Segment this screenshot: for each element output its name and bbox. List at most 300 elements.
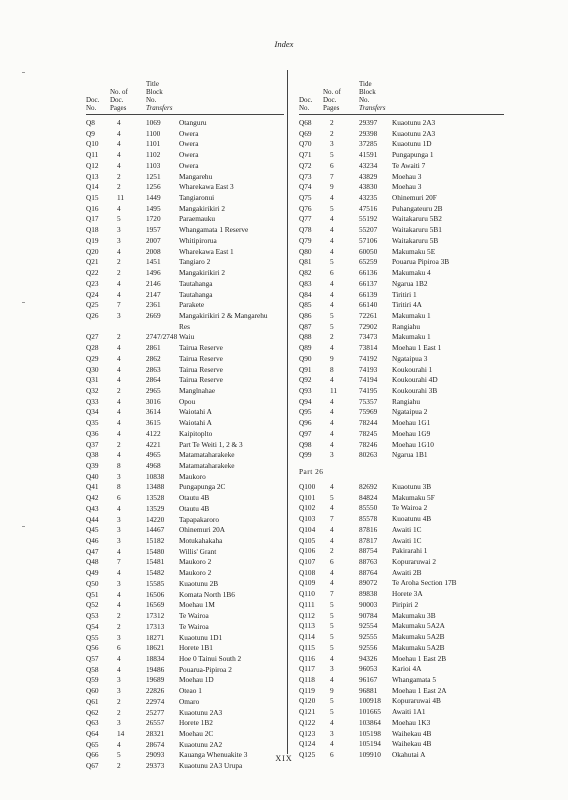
doc-number: Q60 [86, 686, 99, 696]
table-row [86, 482, 284, 493]
table-row [86, 718, 284, 729]
block-number: 1256 [146, 182, 161, 192]
block-name: Part Te Weiti 1, 2 & 3 [179, 439, 243, 449]
doc-number: Q92 [299, 375, 312, 385]
block-name: Pungapunga 1 [392, 150, 434, 160]
doc-number: Q124 [299, 739, 316, 749]
block-number: 2669 [146, 310, 161, 320]
table-row [299, 418, 504, 429]
table-row [86, 161, 284, 172]
block-name: Ohinemuri 20A [179, 525, 226, 535]
doc-number: Q78 [299, 225, 312, 235]
margin-mark [22, 72, 25, 73]
page-count: 4 [330, 375, 334, 385]
doc-number: Q17 [86, 214, 99, 224]
page-count: 4 [330, 396, 334, 406]
table-row [86, 643, 284, 654]
page-count: 4 [117, 546, 121, 556]
block-name: Kopuraruwai 2 [392, 557, 436, 567]
page-count: 2 [117, 439, 121, 449]
page-count: 4 [117, 589, 121, 599]
doc-number: Q51 [86, 589, 99, 599]
page-count: 4 [330, 246, 334, 256]
block-number: 96053 [359, 664, 378, 674]
block-number: 72902 [359, 321, 378, 331]
doc-number: Q24 [86, 289, 99, 299]
page-count: 2 [117, 707, 121, 717]
page-header: Index [274, 39, 294, 49]
page-count: 2 [117, 171, 121, 181]
block-number: 94326 [359, 653, 378, 663]
block-name: Waiotahi A [179, 407, 212, 417]
doc-number: Q29 [86, 353, 99, 363]
table-row [86, 332, 284, 343]
page-count: 3 [117, 235, 121, 245]
table-row [86, 622, 284, 633]
doc-number: Q90 [299, 353, 312, 363]
block-number: 65259 [359, 257, 378, 267]
page-count: 4 [330, 739, 334, 749]
block-name: Motukahakaha [179, 536, 223, 546]
doc-number: Q107 [299, 557, 316, 567]
page-count: 4 [330, 225, 334, 235]
table-row [86, 397, 284, 408]
page-count: 4 [330, 235, 334, 245]
page-count: 5 [330, 696, 334, 706]
block-name: Makumaku 3B [392, 610, 436, 620]
block-number: 74193 [359, 364, 378, 374]
table-row [299, 300, 504, 311]
block-number: 15182 [146, 536, 165, 546]
block-number: 4221 [146, 439, 161, 449]
page-count: 4 [330, 214, 334, 224]
table-row [299, 193, 504, 204]
doc-number: Q46 [86, 536, 99, 546]
margin-mark [22, 302, 25, 303]
block-name: Makumaku 5A2B [392, 632, 445, 642]
page-count: 4 [117, 428, 121, 438]
table-row [299, 375, 504, 386]
block-name: Mangakirikiri 2 [179, 203, 226, 213]
page-count: 2 [117, 268, 121, 278]
table-row [86, 118, 284, 129]
table-row [86, 279, 284, 290]
block-name: Ngataipua 2 [392, 407, 428, 417]
block-number: 13488 [146, 482, 165, 492]
block-name: Makumaku 5A2A [392, 621, 445, 631]
block-number: 66137 [359, 278, 378, 288]
block-name: Kuaotunu 1D1 [179, 632, 223, 642]
block-number: 66139 [359, 289, 378, 299]
block-number: 19689 [146, 675, 165, 685]
doc-number: Q74 [299, 182, 312, 192]
page-count: 14 [117, 728, 125, 738]
doc-number: Q84 [299, 289, 312, 299]
left-index-column [86, 74, 284, 772]
table-row [86, 257, 284, 268]
table-row [86, 440, 284, 451]
doc-number: Q100 [299, 482, 316, 491]
block-number: 25277 [146, 707, 165, 717]
page-count: 4 [330, 289, 334, 299]
block-name: Te Wairoa 2 [392, 503, 428, 513]
table-row [86, 611, 284, 622]
doc-number: Q62 [86, 707, 99, 717]
header-tide-block-label: Tide Block No. [359, 80, 376, 104]
doc-number: Q72 [299, 160, 312, 170]
table-row [299, 643, 504, 654]
doc-number: Q114 [299, 632, 315, 642]
block-name: Horete 3A [392, 589, 423, 599]
block-name: Waihekau 4B [392, 739, 432, 749]
block-name: Owera [179, 128, 199, 138]
block-number: 14467 [146, 525, 165, 535]
table-row [86, 740, 284, 751]
doc-number: Q47 [86, 546, 99, 556]
doc-number: Q15 [86, 193, 99, 203]
page-count: 4 [117, 568, 121, 578]
table-row [299, 600, 504, 611]
column-header [86, 74, 284, 112]
page-count: 8 [117, 482, 121, 492]
table-row [86, 525, 284, 536]
block-number: 16506 [146, 589, 165, 599]
page-count: 3 [117, 686, 121, 696]
page-count: 4 [117, 375, 121, 385]
doc-number: Q54 [86, 621, 99, 631]
block-number: 16569 [146, 600, 165, 610]
table-row [86, 729, 284, 740]
doc-number: Q75 [299, 193, 312, 203]
block-number: 2864 [146, 375, 161, 385]
page-count: 4 [117, 503, 121, 513]
block-number: 10838 [146, 471, 165, 481]
doc-number: Q93 [299, 385, 312, 395]
table-row [86, 568, 284, 579]
doc-number: Q39 [86, 461, 99, 470]
block-number: 78246 [359, 439, 378, 449]
table-row [299, 493, 504, 504]
block-name: Tairua Reserve [179, 375, 223, 385]
doc-number: Q81 [299, 257, 312, 267]
page-count: 4 [117, 600, 121, 610]
doc-number: Q18 [86, 225, 99, 235]
page-count: 3 [117, 471, 121, 481]
doc-number: Q43 [86, 503, 99, 513]
page-count: 5 [330, 203, 334, 213]
page-count: 2 [330, 332, 334, 342]
right-index-column [299, 74, 504, 761]
table-row [299, 718, 504, 729]
page-count: 4 [117, 246, 121, 256]
table-row [86, 365, 284, 376]
page-count: 8 [330, 364, 334, 374]
doc-number: Q122 [299, 717, 316, 727]
table-row [299, 664, 504, 675]
block-name: Ngarua 1B2 [392, 278, 428, 288]
page-count: 5 [117, 750, 121, 760]
block-name: Moehau 3 [392, 182, 422, 192]
block-number: 90784 [359, 610, 378, 620]
table-row [86, 375, 284, 386]
block-name: Moehau 3 [392, 171, 422, 181]
header-transfers: Transfers [146, 104, 173, 112]
block-number: 43235 [359, 193, 378, 203]
header-title-block-label: Title Block No. [146, 80, 163, 104]
block-number: 89838 [359, 589, 378, 599]
page-count: 5 [330, 321, 334, 331]
page-count: 3 [117, 675, 121, 685]
block-number: 2862 [146, 353, 161, 363]
table-row [299, 161, 504, 172]
table-row [86, 343, 284, 354]
table-row [299, 172, 504, 183]
block-name: Wharekawa East 1 [179, 246, 234, 256]
page-count: 2 [330, 546, 334, 556]
table-row [86, 204, 284, 215]
table-row [299, 429, 504, 440]
block-name: Pakirarahi 1 [392, 546, 428, 556]
block-name: Whitipirorua [179, 235, 217, 245]
page-count: 4 [330, 567, 334, 577]
block-name: Waiotahi A [179, 418, 212, 428]
table-row [299, 621, 504, 632]
block-name: Koukourahi 3B [392, 385, 438, 395]
doc-number: Q12 [86, 160, 99, 170]
table-row [299, 257, 504, 268]
table-row [299, 214, 504, 225]
block-name: Kuaotunu 2A3 [392, 128, 436, 138]
doc-number: Q111 [299, 599, 315, 609]
doc-number: Q35 [86, 418, 99, 428]
left-rows [86, 118, 284, 772]
block-name: Rangiahu [392, 396, 420, 406]
block-name: Awaiti 1A1 [392, 707, 426, 717]
page-count: 3 [117, 225, 121, 235]
block-number: 43829 [359, 171, 378, 181]
doc-number: Q69 [299, 128, 312, 138]
block-name: Waihekau 4B [392, 728, 432, 738]
block-number: 87816 [359, 524, 378, 534]
doc-number: Q71 [299, 150, 312, 160]
page-count: 3 [330, 728, 334, 738]
block-name: Pouarua Pipiroa 3B [392, 257, 450, 267]
header-transfers: Transfers [359, 104, 386, 112]
page-count: 4 [117, 128, 121, 138]
doc-number: Q27 [86, 332, 99, 342]
page-count: 7 [330, 171, 334, 181]
table-row [299, 632, 504, 643]
block-name: Ngataipua 3 [392, 353, 428, 363]
block-number: 22974 [146, 696, 165, 706]
table-row [299, 129, 504, 140]
doc-number: Q77 [299, 214, 312, 224]
block-name: Te Awaiti 7 [392, 160, 426, 170]
page-count: 9 [330, 182, 334, 192]
block-name: Moehau 1K3 [392, 717, 431, 727]
block-number: 1101 [146, 139, 161, 149]
page-count: 4 [330, 439, 334, 449]
page-count: 5 [330, 150, 334, 160]
page-count: 5 [330, 707, 334, 717]
doc-number: Q104 [299, 524, 316, 534]
block-number: 3615 [146, 418, 161, 428]
doc-number: Q117 [299, 664, 315, 674]
doc-number: Q91 [299, 364, 312, 374]
table-row [299, 386, 504, 397]
block-name: Moehau 2C [179, 728, 214, 738]
block-name: Komata North 1B6 [179, 589, 235, 599]
block-number: 18834 [146, 653, 165, 663]
part-heading: Part 26 [299, 467, 324, 476]
block-name: Willis' Grant [179, 546, 217, 556]
page-count: 7 [117, 557, 121, 567]
block-name: Moehau 1G9 [392, 428, 431, 438]
block-name: Piripiri 2 [392, 599, 419, 609]
table-row [299, 557, 504, 568]
table-row [299, 279, 504, 290]
block-number: 73814 [359, 343, 378, 353]
block-number: 1449 [146, 193, 161, 203]
block-name: Rangiahu [392, 321, 420, 331]
block-number: 1100 [146, 128, 161, 138]
doc-number: Q125 [299, 749, 316, 759]
page-count: 5 [330, 642, 334, 652]
page-count: 5 [117, 214, 121, 224]
table-row [299, 204, 504, 215]
block-name: Maukoro 2 [179, 557, 212, 567]
page-count: 3 [330, 450, 334, 460]
doc-number: Q19 [86, 235, 99, 245]
page-count: 4 [117, 118, 121, 127]
table-row [86, 247, 284, 258]
block-name: Opou [179, 396, 196, 406]
doc-number: Q10 [86, 139, 99, 149]
table-row [86, 268, 284, 279]
table-row [299, 268, 504, 279]
table-row [86, 214, 284, 225]
page-count: 3 [330, 664, 334, 674]
table-row [86, 418, 284, 429]
block-name: Otautu 4B [179, 503, 210, 513]
block-number: 2361 [146, 300, 161, 310]
block-name: Moehau 1 East 2B [392, 653, 447, 663]
block-number: 1102 [146, 150, 161, 160]
block-number: 43234 [359, 160, 378, 170]
block-number: 90003 [359, 599, 378, 609]
block-name: Karioi 4A [392, 664, 422, 674]
doc-number: Q116 [299, 653, 315, 663]
block-name: Makumaku 1 [392, 332, 431, 342]
table-row [299, 482, 504, 493]
block-number: 13528 [146, 493, 165, 503]
table-row [86, 193, 284, 204]
block-name: Koukourahi 4D [392, 375, 438, 385]
doc-number: Q42 [86, 493, 99, 503]
doc-number: Q110 [299, 589, 315, 599]
doc-number: Q21 [86, 257, 99, 267]
doc-number: Q106 [299, 546, 316, 556]
block-name: Kuaotunu 2A3 [179, 707, 223, 717]
doc-number: Q44 [86, 514, 99, 524]
table-row [299, 150, 504, 161]
block-number: 22826 [146, 686, 165, 696]
block-name: Makumaku 4 [392, 268, 431, 278]
block-name: Tautahanga [179, 278, 213, 288]
column-header [299, 74, 504, 112]
doc-number: Q109 [299, 578, 316, 588]
doc-number: Q36 [86, 428, 99, 438]
page-count: 4 [330, 407, 334, 417]
block-number: 60050 [359, 246, 378, 256]
page-count: 4 [330, 578, 334, 588]
block-number: 103864 [359, 717, 381, 727]
block-name: Kuaotunu 2A3 [392, 118, 436, 127]
block-number: 2747/2748 [146, 332, 178, 342]
block-number: 101665 [359, 707, 381, 717]
column-divider [287, 70, 288, 754]
table-row [299, 225, 504, 236]
doc-number: Q33 [86, 396, 99, 406]
table-row [299, 707, 504, 718]
block-number: 72261 [359, 310, 378, 320]
table-row [86, 290, 284, 301]
block-name: Moehau 1 East 2A [392, 685, 447, 695]
block-number: 3016 [146, 396, 161, 406]
table-row [299, 354, 504, 365]
block-number: 74194 [359, 375, 378, 385]
page-count: 4 [330, 300, 334, 310]
block-number: 18621 [146, 643, 165, 653]
block-name: Wharekawa East 3 [179, 182, 234, 192]
doc-number: Q120 [299, 696, 316, 706]
block-name: Hoe 0 Tainui South 2 [179, 653, 242, 663]
table-row [86, 665, 284, 676]
table-row [299, 365, 504, 376]
block-number: 74192 [359, 353, 378, 363]
block-number: 41591 [359, 150, 378, 160]
block-number: 29398 [359, 128, 378, 138]
header-doc-pages: No. of Doc. Pages [110, 88, 128, 112]
page-count: 4 [117, 150, 121, 160]
page-count: 4 [330, 524, 334, 534]
page-count: 4 [330, 535, 334, 545]
block-name: Whangamata 5 [392, 674, 436, 684]
table-row [299, 654, 504, 665]
block-name: Kuaotunu 2B [179, 578, 219, 588]
doc-number: Q98 [299, 439, 312, 449]
block-name: Horete 1B1 [179, 643, 213, 653]
block-number: 29397 [359, 118, 378, 127]
block-name: Pouarua-Pipiroa 2 [179, 664, 232, 674]
table-row [86, 654, 284, 665]
page-count: 4 [117, 418, 121, 428]
table-row [86, 536, 284, 547]
page-count: 5 [330, 610, 334, 620]
table-row [299, 247, 504, 258]
doc-number: Q89 [299, 343, 312, 353]
doc-number: Q37 [86, 439, 99, 449]
doc-number: Q50 [86, 578, 99, 588]
doc-number: Q31 [86, 375, 99, 385]
block-name: Waitakaruru 5B2 [392, 214, 442, 224]
block-number: 47516 [359, 203, 378, 213]
doc-number: Q83 [299, 278, 312, 288]
block-number: 17312 [146, 611, 165, 621]
block-number: 82692 [359, 482, 378, 491]
block-name: Makumaku 5F [392, 492, 435, 502]
table-row [86, 139, 284, 150]
